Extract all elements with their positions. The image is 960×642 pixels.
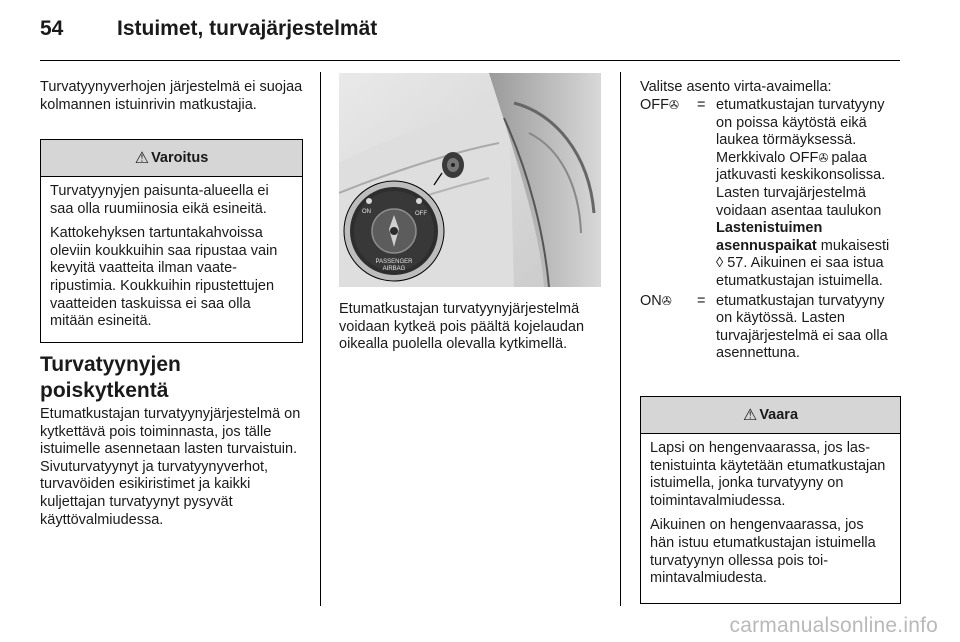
danger-body bbox=[641, 434, 900, 594]
airbag-off-icon: ✇ bbox=[818, 150, 828, 165]
watermark: carmanualsonline.info bbox=[729, 614, 938, 637]
section-heading: Turvatyynyjen poiskytkentä bbox=[40, 353, 181, 402]
column-divider-right bbox=[620, 72, 621, 606]
warning-triangle-icon: ⚠ bbox=[742, 407, 758, 424]
warning-triangle-icon: ⚠ bbox=[134, 150, 150, 167]
switch-label-off: OFF bbox=[415, 211, 427, 217]
definition-equals: = bbox=[697, 292, 706, 309]
header-rule bbox=[40, 60, 900, 61]
warning-paragraph: Kattokehyksen tartuntakahvoissa oleviin koukkuihin saa ripustaa vain kevyitä vaatteita ilman vaateripustimia. Koukkuihin ripustettujen vaatteiden taskuissa ei saa olla mitään esineitä. bbox=[50, 225, 278, 330]
danger-paragraph: Aikuinen on hengenvaarassa, jos hän istuu etumatkustajan istuimella turvatyynyn ollessa pois toimintavalmiudesta. bbox=[650, 517, 876, 587]
figure-caption: Etumatkustajan turvatyynyjärjestelmä voidaan kytkeä pois päältä kojelaudan oikealla puolella olevalla kytkimellä. bbox=[339, 301, 585, 353]
definition-list bbox=[640, 97, 902, 365]
airbag-on-icon: ✇ bbox=[661, 293, 671, 308]
warning-header bbox=[41, 140, 302, 177]
warning-body bbox=[41, 177, 302, 337]
definition-row-off bbox=[640, 97, 902, 291]
page-number: 54 bbox=[40, 17, 64, 40]
definition-text: etumatkustajan turvatyyny on poissa käytöstä eikä laukea törmäyksessä. Merkkivalo OFF✇ palaa jatkuvasti keskikonsolissa. Lasten turvajärjestelmä voidaan asentaa taulukon Lastenistuimen asennuspaikat mukaisesti ◊ 57. Aikuinen ei saa istua etumatkustajan istuimella. bbox=[716, 97, 890, 289]
warning-box bbox=[40, 139, 303, 343]
left-intro-text: Turvatyynyverhojen järjestelmä ei suojaa kolmannen istuinrivin matkustajia. bbox=[40, 79, 303, 113]
right-intro-text: Valitse asento virta-avaimella: bbox=[640, 79, 832, 95]
switch-label-airbag: AIRBAG bbox=[382, 266, 406, 272]
section-body-text: Etumatkustajan turvatyynyjärjestelmä on kytkettävä pois toiminnasta, jos tälle istuimelle asennetaan lasten turvaistuin. Sivuturvatyynyt ja turvatyynyverhot, turvavöiden esikiristimet ja kaikki kuljettajan turvatyynyt pysyvät käyttövalmiudessa. bbox=[40, 406, 301, 528]
reference-arrow-icon: ◊ bbox=[716, 255, 724, 272]
definition-row-on bbox=[640, 293, 902, 363]
definition-text: etumatkustajan turvatyyny on käytössä. Lasten turvajärjestelmä ei saa olla asennettuna. bbox=[716, 292, 888, 362]
definition-key: ON✇ bbox=[640, 292, 671, 309]
warning-title: Varoitus bbox=[151, 150, 209, 166]
switch-label-passenger: PASSENGER bbox=[375, 259, 413, 265]
airbag-switch-figure bbox=[339, 73, 601, 287]
chapter-title: Istuimet, turvajärjestelmät bbox=[117, 17, 378, 40]
definition-equals: = bbox=[697, 97, 706, 113]
column-divider-left bbox=[320, 72, 321, 606]
airbag-off-icon: ✇ bbox=[669, 98, 679, 112]
danger-paragraph: Lapsi on hengenvaarassa, jos lastenistuinta käytetään etumatkustajan istuimella, jonka turvatyyny on toimintavalmiudessa. bbox=[650, 440, 886, 509]
switch-label-on: ON bbox=[362, 209, 371, 215]
warning-paragraph: Turvatyynyjen paisunta-alueella ei saa olla ruumiinosia eikä esineitä. bbox=[50, 183, 269, 217]
danger-header bbox=[641, 397, 900, 434]
danger-title: Vaara bbox=[759, 407, 799, 423]
danger-box bbox=[640, 396, 901, 604]
definition-key: OFF✇ bbox=[640, 97, 679, 113]
